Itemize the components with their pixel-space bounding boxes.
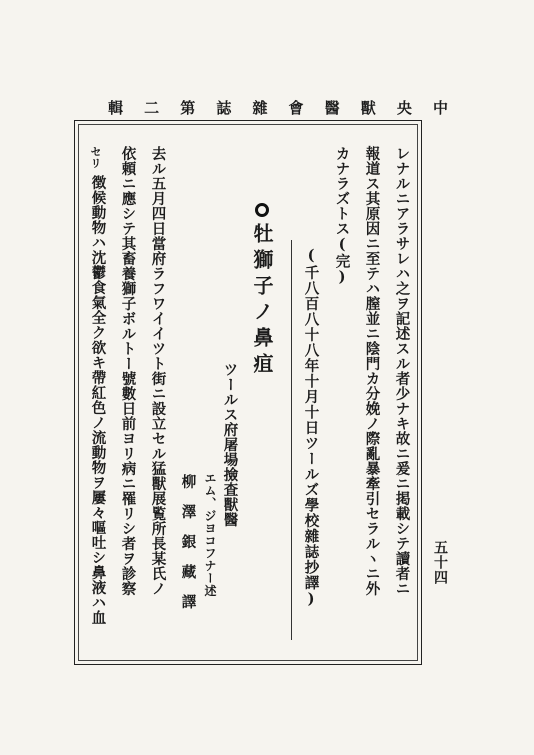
source-note: (千八百八十八年十月十日ツールズ學校雜誌抄譯) — [302, 247, 320, 609]
text-column-10: セリ — [89, 146, 102, 169]
text-column-2: 報道ス其原因ニ至テハ膣並ニ陰門カ分娩ノ際亂暴牽引セラルヽニ外 — [363, 146, 381, 596]
header-char: 獸 — [360, 99, 376, 117]
author-name: エム、ジヨコフナー述 — [203, 472, 217, 597]
header-char: 誌 — [216, 99, 232, 117]
divider-rule — [291, 240, 292, 640]
header-char: 會 — [288, 99, 304, 117]
text-column-3: カナラズトス(完) — [333, 146, 351, 286]
header-char: 央 — [396, 99, 412, 117]
circle-bullet-icon — [255, 203, 269, 217]
translator-name: 柳 澤 銀 藏 譯 — [179, 474, 197, 609]
header-char: 輯 — [108, 99, 124, 117]
article-title — [248, 203, 277, 379]
author-affiliation: ツールス府屠場撿査獸醫 — [221, 362, 239, 527]
header-char: 第 — [180, 99, 196, 117]
running-header — [108, 97, 448, 118]
article-title-text: 牡獅子ノ鼻疽 — [250, 223, 274, 379]
header-char: 醫 — [324, 99, 340, 117]
text-column-11: 徴候動物ハ沈鬱食氣全ク欲キ帶紅色ノ流動物ヲ屢々嘔吐シ鼻液ハ血 — [89, 175, 107, 625]
text-column-1: レナルニアラサレハ之ヲ記述スル者少ナキ故ニ爰ニ掲載シテ讀者ニ — [393, 146, 411, 596]
text-column-9: 依頼ニ應シテ其畜養獅子ボルトー號數日前ヨリ病ニ罹リシ者ヲ診察 — [119, 146, 137, 596]
header-char: 雜 — [252, 99, 268, 117]
text-column-8: 去ル五月四日當府ラフワイイツト街ニ設立セル猛獸展覧所長某氏ノ — [149, 146, 167, 596]
header-char: 二 — [144, 99, 160, 117]
header-char: 中 — [432, 99, 448, 117]
page-number: 五十四 — [432, 540, 448, 585]
